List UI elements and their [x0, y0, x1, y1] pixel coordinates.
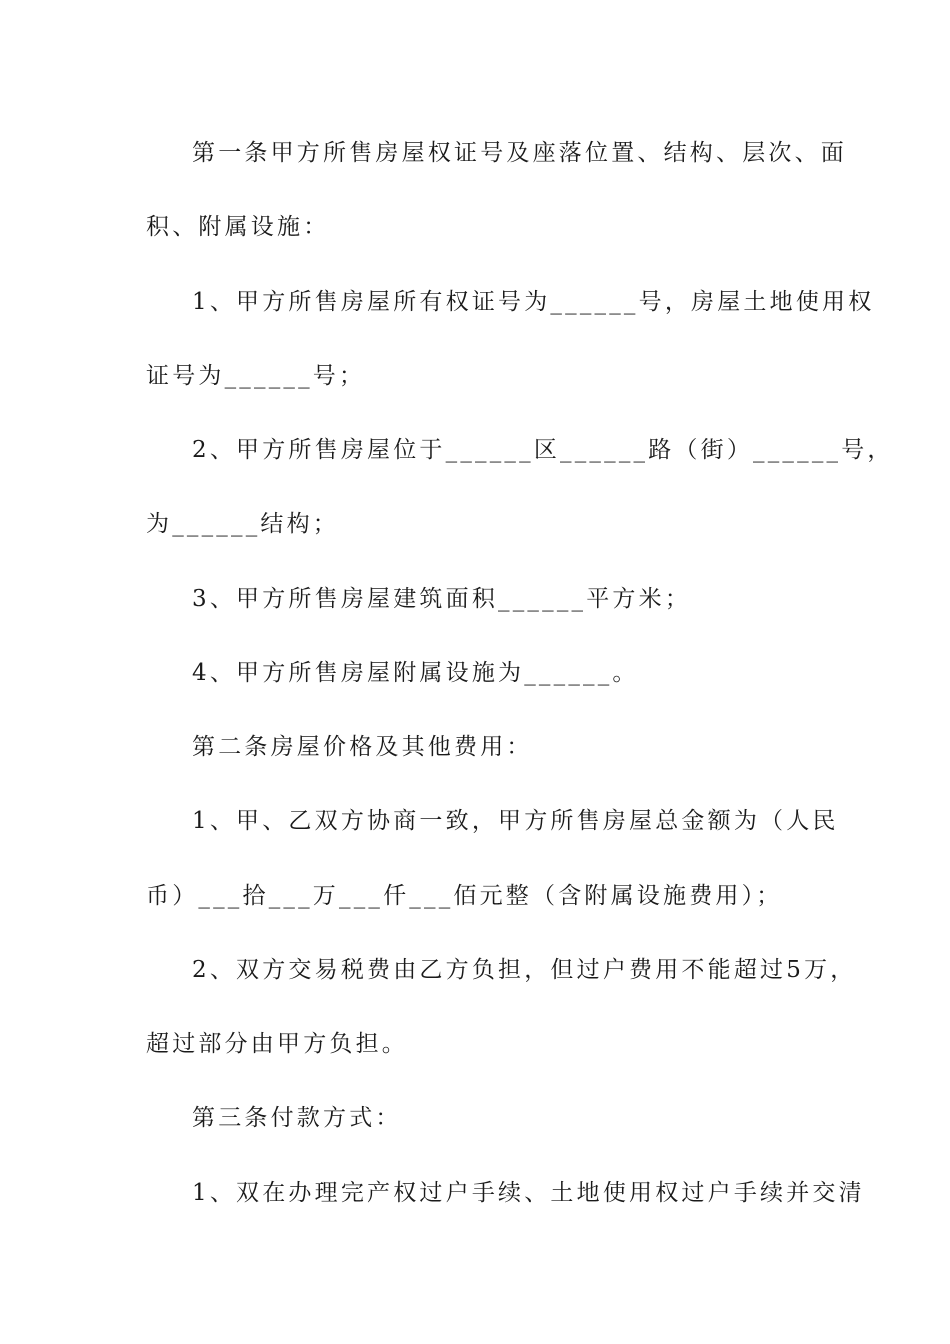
article-2-item-2-line-2: 超过部分由甲方负担。 — [146, 1031, 408, 1057]
article-3-heading: 第三条付款方式： — [192, 1105, 402, 1131]
article-3-item-1-line-1: 1、双在办理完产权过户手续、土地使用权过户手续并交清 — [192, 1180, 865, 1206]
article-1-item-1-line-2: 证号为______号； — [146, 363, 366, 389]
article-1-heading-line-1: 第一条甲方所售房屋权证号及座落位置、结构、层次、面 — [192, 140, 847, 166]
article-1-item-3: 3、甲方所售房屋建筑面积______平方米； — [192, 586, 692, 612]
article-2-item-1-line-2: 币）___拾___万___仟___佰元整（含附属设施费用）； — [146, 883, 783, 909]
article-1-item-1-line-1: 1、甲方所售房屋所有权证号为______号，房屋土地使用权 — [192, 289, 875, 315]
article-1-item-4: 4、甲方所售房屋附属设施为______。 — [192, 660, 639, 686]
article-1-item-2-line-1: 2、甲方所售房屋位于______区______路（街）______号， — [192, 437, 894, 463]
article-1-heading-line-2: 积、附属设施： — [146, 214, 330, 240]
article-2-heading: 第二条房屋价格及其他费用： — [192, 734, 533, 760]
article-2-item-2-line-1: 2、双方交易税费由乙方负担，但过户费用不能超过5万， — [192, 957, 857, 983]
article-1-item-2-line-2: 为______结构； — [146, 511, 339, 537]
article-2-item-1-line-1: 1、甲、乙双方协商一致，甲方所售房屋总金额为（人民 — [192, 808, 839, 834]
